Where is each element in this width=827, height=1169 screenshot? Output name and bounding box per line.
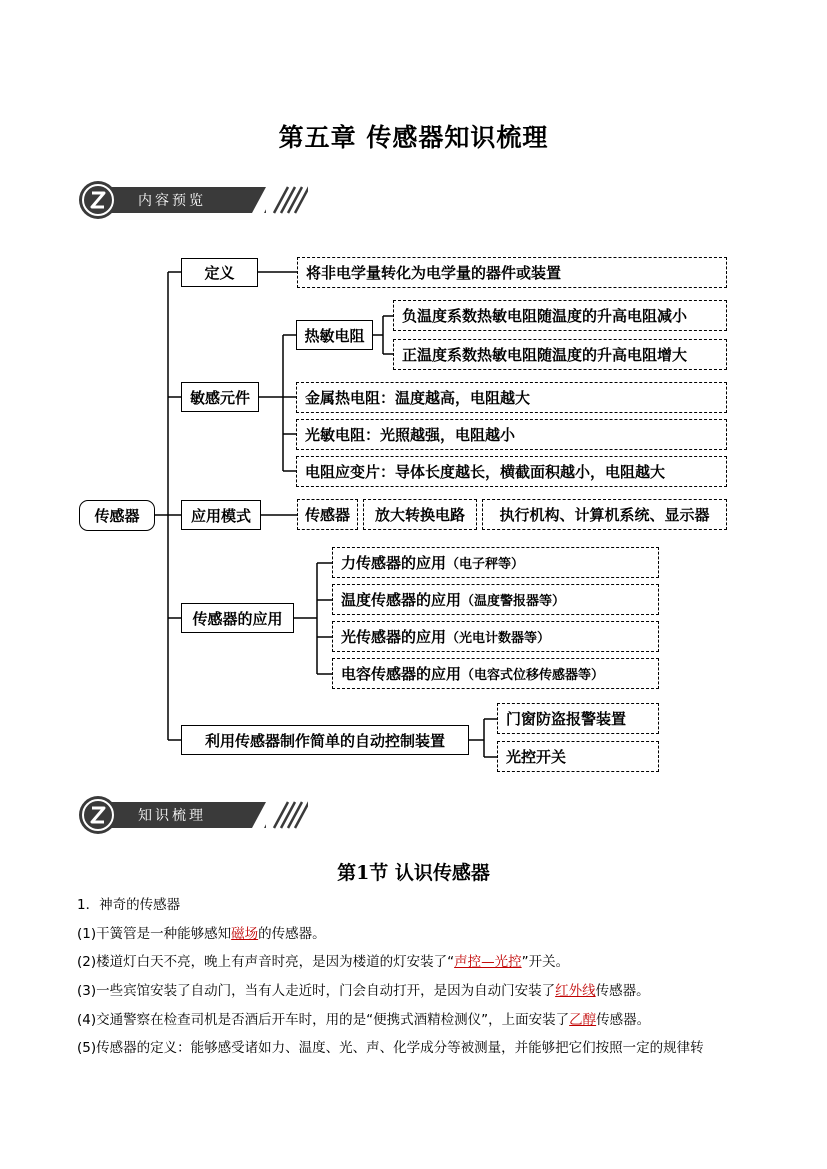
metal-resistor-text: 金属热电阻：温度越高，电阻越大 — [296, 382, 727, 413]
capacitive-sensor-application — [332, 658, 659, 689]
application-main: 电容传感器的应用 — [341, 665, 462, 683]
banner-label: 知识梳理 — [138, 808, 206, 824]
text: (1)干簧管是一种能够感知 — [77, 926, 232, 942]
paragraph-1 — [77, 922, 326, 942]
page-title: 第五章 传感器知识梳理 — [278, 123, 549, 152]
text: (2)楼道灯白天不亮，晚上有声音时亮，是因为楼道的灯安装了“ — [77, 954, 455, 970]
mode-sensor: 传感器 — [297, 499, 358, 530]
mode-actuator: 执行机构、计算机系统、显示器 — [482, 499, 727, 530]
burglar-alarm-device: 门窗防盗报警装置 — [497, 703, 659, 734]
answer: 红外线 — [555, 983, 596, 999]
application-note: （光电计数器等） — [446, 631, 551, 646]
section-title: 第1节 认识传感器 — [337, 862, 490, 884]
sensor-applications-node: 传感器的应用 — [181, 603, 294, 633]
section-banner-knowledge — [78, 795, 308, 835]
strain-gauge-text: 电阻应变片：导体长度越长，横截面积越小，电阻越大 — [296, 456, 727, 487]
text: 传感器。 — [596, 1012, 651, 1028]
ntc-thermistor-text: 负温度系数热敏电阻随温度的升高电阻减小 — [393, 300, 727, 331]
banner-label: 内容预览 — [138, 193, 206, 209]
paragraph-5: (5)传感器的定义：能够感受诸如力、温度、光、声、化学成分等被测量，并能够把它们按照一定的规律转 — [77, 1040, 704, 1056]
text: 的传感器。 — [258, 926, 326, 942]
subsection-heading: 1．神奇的传感器 — [77, 897, 181, 913]
paragraph-3 — [77, 979, 650, 999]
definition-text: 将非电学量转化为电学量的器件或装置 — [297, 257, 727, 288]
application-note: （电容式位移传感器等） — [461, 668, 605, 683]
answer: 声控—光控 — [454, 954, 522, 970]
ptc-thermistor-text: 正温度系数热敏电阻随温度的升高电阻增大 — [393, 339, 727, 370]
application-note: （电子秤等） — [446, 557, 525, 572]
text: (4)交通警察在检查司机是否酒后开车时，用的是“便携式酒精检测仪”，上面安装了 — [77, 1012, 570, 1028]
thermistor-node: 热敏电阻 — [296, 320, 373, 350]
paragraph-4 — [77, 1008, 650, 1028]
text: 传感器。 — [595, 983, 650, 999]
application-main: 光传感器的应用 — [341, 628, 447, 646]
light-sensor-application — [332, 621, 659, 652]
text: ”开关。 — [521, 954, 570, 970]
application-note: （温度警报器等） — [461, 594, 566, 609]
automatic-control-node: 利用传感器制作简单的自动控制装置 — [181, 725, 469, 755]
sensitive-element-node: 敏感元件 — [181, 382, 259, 412]
mode-amplifier-circuit: 放大转换电路 — [363, 499, 477, 530]
light-control-switch: 光控开关 — [497, 741, 659, 772]
photoresistor-text: 光敏电阻：光照越强，电阻越小 — [296, 419, 727, 450]
answer: 乙醇 — [569, 1012, 597, 1028]
root-node: 传感器 — [79, 500, 155, 531]
definition-node: 定义 — [181, 258, 258, 287]
answer: 磁场 — [231, 926, 259, 942]
application-main: 温度传感器的应用 — [341, 591, 462, 609]
application-main: 力传感器的应用 — [341, 554, 447, 572]
text: (3)一些宾馆安装了自动门，当有人走近时，门会自动打开，是因为自动门安装了 — [77, 983, 556, 999]
application-mode-node: 应用模式 — [181, 500, 261, 530]
temperature-sensor-application — [332, 584, 659, 615]
paragraph-2 — [77, 950, 569, 970]
force-sensor-application — [332, 547, 659, 578]
